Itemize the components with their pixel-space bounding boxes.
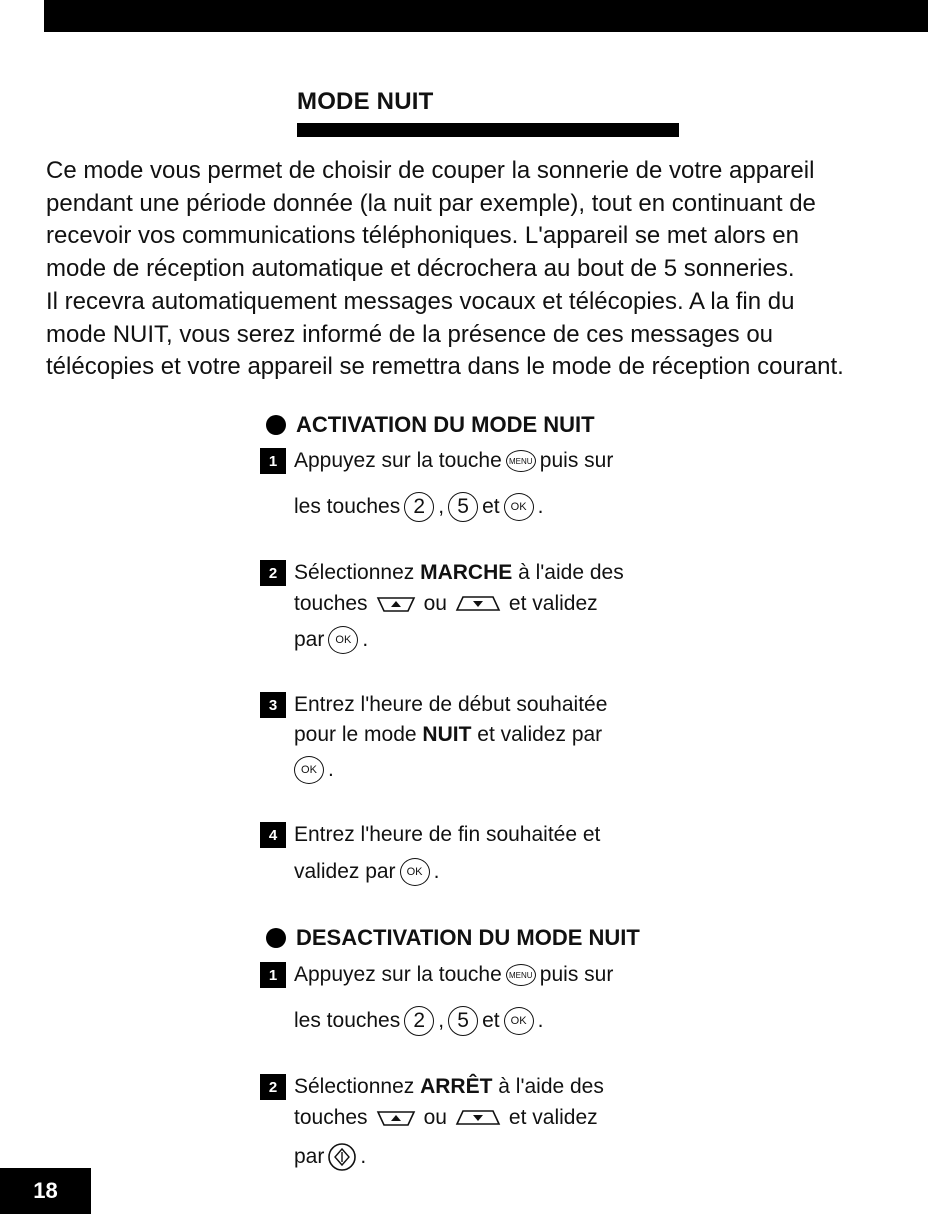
confirm-key-icon bbox=[327, 1142, 357, 1172]
bullet-icon bbox=[266, 928, 286, 948]
period: . bbox=[328, 758, 334, 781]
step-text: les touches bbox=[294, 1009, 401, 1032]
step-line bbox=[294, 1106, 598, 1130]
step-line bbox=[260, 962, 613, 988]
step-bold-text: MARCHE bbox=[420, 561, 513, 584]
step-line bbox=[294, 1142, 366, 1172]
intro-line: télécopies et votre appareil se remettra dans le mode de réception courant. bbox=[46, 353, 844, 381]
step-line bbox=[260, 822, 600, 848]
deactivation-heading bbox=[266, 925, 640, 951]
key-2-icon: 2 bbox=[404, 492, 434, 522]
key-2-icon: 2 bbox=[404, 1006, 434, 1036]
page-number: 18 bbox=[0, 1168, 91, 1214]
step-text: Appuyez sur la touche bbox=[294, 963, 502, 986]
step-text: et validez par bbox=[477, 723, 603, 746]
bullet-icon bbox=[266, 415, 286, 435]
step-line bbox=[260, 1074, 604, 1100]
intro-line: recevoir vos communications téléphoniques. L'appareil se met alors en bbox=[46, 222, 799, 250]
step-bold-text: ARRÊT bbox=[420, 1075, 493, 1098]
step-text: Appuyez sur la touche bbox=[294, 449, 502, 472]
period: . bbox=[537, 1009, 544, 1032]
step-line bbox=[294, 723, 602, 747]
intro-line: mode de réception automatique et décrochera au bout de 5 sonneries. bbox=[46, 255, 795, 283]
step-line bbox=[294, 1006, 543, 1036]
step-text: Entrez l'heure de fin souhaitée et bbox=[294, 823, 601, 846]
step-text: et validez bbox=[508, 592, 598, 615]
intro-line: Il recevra automatiquement messages vocaux et télécopies. A la fin du bbox=[46, 287, 795, 315]
step-text: ou bbox=[423, 592, 447, 615]
step-text: touches bbox=[294, 1106, 368, 1129]
step-line bbox=[294, 626, 368, 654]
step-text: touches bbox=[294, 592, 368, 615]
period: . bbox=[360, 1145, 367, 1168]
step-number-badge: 4 bbox=[260, 822, 286, 848]
intro-line: pendant une période donnée (la nuit par exemple), tout en continuant de bbox=[46, 189, 816, 217]
step-text: et bbox=[482, 495, 500, 518]
step-text: à l'aide des bbox=[498, 1075, 604, 1098]
ok-key-icon: OK bbox=[328, 626, 358, 654]
down-arrow-key-icon bbox=[455, 594, 501, 614]
step-text: ou bbox=[423, 1106, 447, 1129]
ok-key-icon: OK bbox=[504, 493, 534, 521]
key-5-icon: 5 bbox=[448, 1006, 478, 1036]
step-text: par bbox=[294, 1145, 325, 1168]
deactivation-heading-text: DESACTIVATION DU MODE NUIT bbox=[296, 925, 640, 950]
title-underline bbox=[297, 123, 679, 137]
intro-line: mode NUIT, vous serez informé de la présence de ces messages ou bbox=[46, 320, 774, 348]
step-number-badge: 1 bbox=[260, 962, 286, 988]
step-line bbox=[294, 858, 439, 886]
step-line bbox=[260, 560, 624, 586]
step-text: puis sur bbox=[539, 963, 614, 986]
menu-key-icon: MENU bbox=[506, 450, 536, 472]
step-text: à l'aide des bbox=[518, 561, 624, 584]
separator: , bbox=[438, 1009, 445, 1032]
down-arrow-key-icon bbox=[455, 1108, 501, 1128]
step-text: par bbox=[294, 628, 325, 651]
key-5-icon: 5 bbox=[448, 492, 478, 522]
period: . bbox=[537, 495, 544, 518]
up-arrow-key-icon bbox=[376, 594, 416, 614]
step-text: Sélectionnez bbox=[294, 561, 415, 584]
period: . bbox=[433, 860, 440, 883]
ok-key-icon: OK bbox=[504, 1007, 534, 1035]
step-line bbox=[260, 448, 613, 474]
activation-heading-text: ACTIVATION DU MODE NUIT bbox=[296, 412, 595, 437]
step-number-badge: 1 bbox=[260, 448, 286, 474]
step-text: et bbox=[482, 1009, 500, 1032]
step-line bbox=[260, 692, 607, 718]
ok-key-icon: OK bbox=[294, 756, 324, 784]
step-number-badge: 2 bbox=[260, 1074, 286, 1100]
step-number-badge: 2 bbox=[260, 560, 286, 586]
up-arrow-key-icon bbox=[376, 1108, 416, 1128]
activation-heading bbox=[266, 412, 595, 438]
step-line bbox=[294, 756, 334, 784]
intro-paragraph bbox=[46, 155, 926, 384]
menu-key-icon: MENU bbox=[506, 964, 536, 986]
ok-key-icon: OK bbox=[400, 858, 430, 886]
step-bold-text: NUIT bbox=[422, 723, 472, 746]
step-text: les touches bbox=[294, 495, 401, 518]
step-text: Sélectionnez bbox=[294, 1075, 415, 1098]
step-text: puis sur bbox=[539, 449, 614, 472]
step-text: et validez bbox=[508, 1106, 598, 1129]
step-text: Entrez l'heure de début souhaitée bbox=[294, 693, 608, 716]
separator: , bbox=[438, 495, 445, 518]
step-text: validez par bbox=[294, 860, 396, 883]
step-text: pour le mode bbox=[294, 723, 417, 746]
period: . bbox=[362, 628, 369, 651]
step-line bbox=[294, 492, 543, 522]
step-number-badge: 3 bbox=[260, 692, 286, 718]
step-line bbox=[294, 592, 598, 616]
page-title: MODE NUIT bbox=[297, 88, 434, 115]
header-bar bbox=[44, 0, 928, 32]
intro-line: Ce mode vous permet de choisir de couper la sonnerie de votre appareil bbox=[46, 157, 815, 184]
